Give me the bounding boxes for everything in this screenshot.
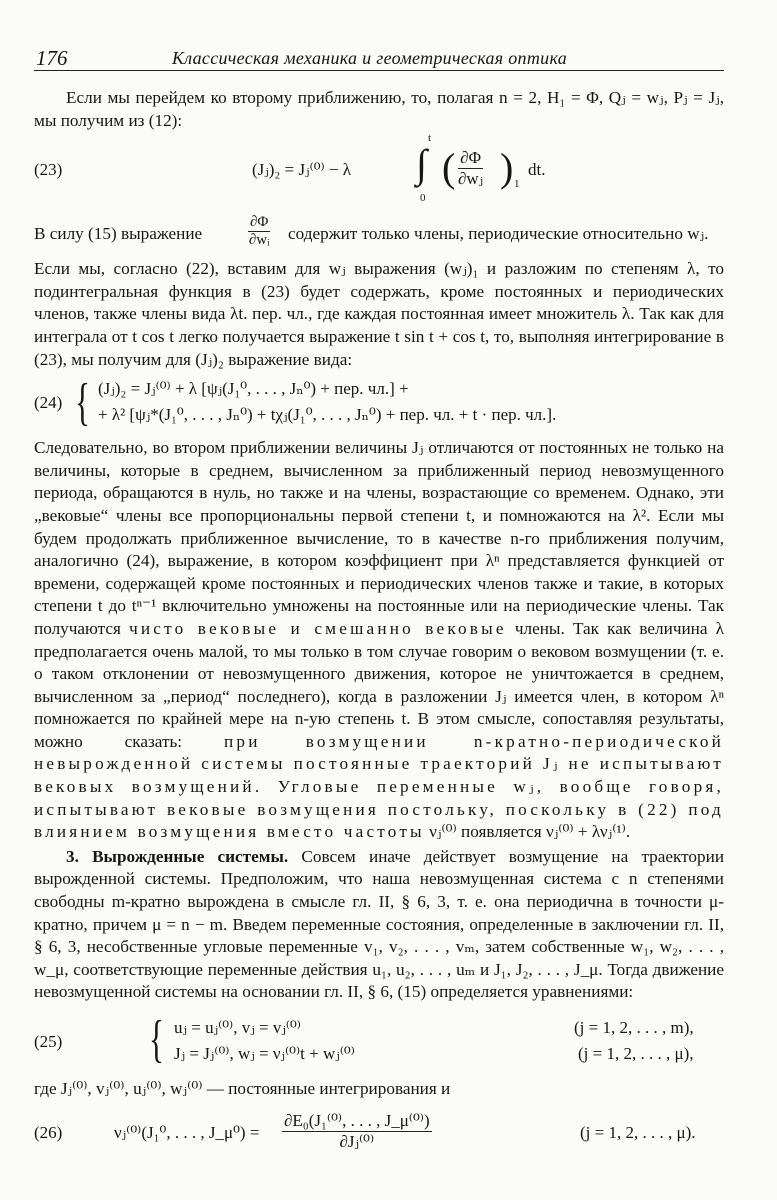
range: (j = 1, 2, . . . , μ). xyxy=(580,1122,696,1142)
paragraph-4-end: νⱼ⁽⁰⁾ появляется νⱼ⁽⁰⁾ + λνⱼ⁽¹⁾. xyxy=(429,822,631,842)
subscript: 1 xyxy=(514,178,520,191)
range-1: (j = 1, 2, . . . , m), xyxy=(574,1018,694,1037)
section-3 xyxy=(34,846,724,1004)
equation-number: (25) xyxy=(34,1032,63,1051)
left-paren: ( xyxy=(442,145,456,191)
differential: dt. xyxy=(528,160,546,180)
running-header xyxy=(34,40,724,71)
integral-upper-limit: t xyxy=(428,132,432,145)
fraction-denominator: ∂Jⱼ⁽⁰⁾ xyxy=(339,1131,375,1151)
spaced-emphasis-1: чисто вековые и смешанно вековые xyxy=(129,618,507,638)
equation-number: (26) xyxy=(34,1122,63,1142)
fraction-denominator: ∂wⱼ xyxy=(458,169,484,189)
equation-23 xyxy=(34,132,724,214)
inline-fraction xyxy=(248,214,270,249)
left-brace: { xyxy=(148,1011,164,1068)
equation-lhs: (Jⱼ)₂ = Jⱼ⁽⁰⁾ − λ xyxy=(252,160,352,180)
book-page xyxy=(34,40,724,1165)
paragraph-4-main: Следовательно, во втором приближении величины Jⱼ отличаются от постоянных не только на величины, которые в среднем, вычисленном за приближенный период невозмущенного периода, обращаются в нуль, но также и на члены, возрастающие со временем. Однако, эти „вековые“ члены все пропорциональны первой степени t, и помножаются на λ². Если мы будем продолжать приближенное вычисление, то в качестве n-го приближения получим, аналогично (24), выражение, в котором коэффициент при λⁿ представляется функцией от времени, содержащей кроме постоянных и периодических членов также и такие, в которых степени t до tⁿ⁻¹ включительно умножены на постоянные или на периодические члены. Так получаются xyxy=(34,438,724,638)
paragraph-2-before: В силу (15) выражение xyxy=(34,224,203,244)
paragraph-5: где Jⱼ⁽⁰⁾, vⱼ⁽⁰⁾, uⱼ⁽⁰⁾, wⱼ⁽⁰⁾ — постоянные интегрирования и xyxy=(34,1079,451,1098)
equation-lhs: νⱼ⁽⁰⁾(J₁⁰, . . . , J_μ⁰) = xyxy=(114,1122,260,1142)
equation-line-2: Jⱼ = Jⱼ⁽⁰⁾, wⱼ = νⱼ⁽⁰⁾t + wⱼ⁽⁰⁾ xyxy=(174,1044,355,1063)
page-number: 176 xyxy=(36,46,68,70)
paragraph-2-after: содержит только члены, периодические относительно wⱼ. xyxy=(288,224,709,244)
left-brace: { xyxy=(74,374,90,432)
paragraph-4-mid: члены. Так как величина λ предполагается очень малой, то мы только в том случае говорим о вековом возмущении (т. е. о таком отклонении от невозмущенного движения, которое не уничтожается в среднем, вычисленном за „период“ последнего), когда в разложении Jⱼ имеется член, в котором λⁿ помножается по крайней мере на n-ую степень t. В этом смысле, сопоставляя результаты, можно сказать: xyxy=(34,618,724,751)
paragraph-3: Если мы, согласно (22), вставим для wⱼ выражения (wⱼ)₁ и разложим по степеням λ, то подинтегральная функция в (23) будет содержать, кроме постоянных и периодических членов, также члены вида λt. пер. чл., где каждая постоянная имеет множитель λ. Так как для интеграла от t cos t легко получается выражение t sin t + cos t, то, выполняя интегрирование в (23), мы получим для (Jⱼ)₂ выражение вида: xyxy=(34,259,724,369)
equation-line-1: uⱼ = uⱼ⁽⁰⁾, vⱼ = vⱼ⁽⁰⁾ xyxy=(174,1018,301,1037)
running-title: Классическая механика и геометрическая оптика xyxy=(172,48,568,68)
equation-24 xyxy=(34,375,724,433)
equation-26 xyxy=(34,1105,724,1165)
fraction-numerator: ∂Φ xyxy=(458,148,483,169)
paragraph-1: Если мы перейдем ко второму приближению, то, полагая n = 2, H₁ = Φ, Qⱼ = wⱼ, Pⱼ = Jⱼ, мы получим из (12): xyxy=(34,88,724,130)
section-3-text: Совсем иначе действует возмущение на траектории вырожденной системы. Предположим, что наша невозмущенная система с n степенями свободны m-кратно вырождена в смысле гл. II, § 6, 3, т. е. она периодична в точности μ-кратно, причем μ = n − m. Введем переменные состояния, определенные в заключении гл. II, § 6, 3, несобственные угловые переменные v₁, v₂, . . . , vₘ, затем собственные w₁, w₂, . . . , w_μ, соответствующие переменные действия u₁, u₂, . . . , uₘ и J₁, J₂, . . . , J_μ. Тогда движение невозмущенной системы на основании гл. II, § 6, (15) определяется уравнениями: xyxy=(34,846,725,1002)
fraction-numerator: ∂Φ xyxy=(250,214,269,231)
paragraph-4 xyxy=(34,437,724,844)
fraction-numerator: ∂E₀(J₁⁽⁰⁾, . . . , J_μ⁽⁰⁾) xyxy=(284,1110,430,1130)
equation-number: (24) xyxy=(34,393,63,413)
right-paren: ) xyxy=(500,145,514,191)
fraction-denominator: ∂wᵢ xyxy=(248,232,270,249)
range-2: (j = 1, 2, . . . , μ), xyxy=(578,1044,694,1063)
spaced-emphasis-2: при возмущении n-кратно-периодической невырожденной системы постоянные траекторий Jⱼ не испытывают вековых возмущений. Угловые переменные wⱼ, вообще говоря, испытывают вековые возмущения постольку, поскольку в (22) под влиянием возмущения вместо частоты xyxy=(34,731,725,842)
equation-number: (23) xyxy=(34,160,63,180)
paragraph-2 xyxy=(34,214,724,254)
equation-line-2: + λ² [ψⱼ*(J₁⁰, . . . , Jₙ⁰) + tχⱼ(J₁⁰, . . . , Jₙ⁰) + пер. чл. + t · пер. чл.]. xyxy=(98,405,557,425)
equation-fraction xyxy=(282,1111,432,1152)
equation-line-1: (Jⱼ)₂ = Jⱼ⁽⁰⁾ + λ [ψⱼ(J₁⁰, . . . , Jₙ⁰) + пер. чл.] + xyxy=(98,379,409,399)
equation-25 xyxy=(34,1012,724,1074)
section-heading: 3. Вырожденные системы. xyxy=(66,846,289,866)
partial-fraction xyxy=(458,148,483,189)
integral-lower-limit: 0 xyxy=(420,192,426,205)
integral-sign: ∫ xyxy=(416,141,427,187)
